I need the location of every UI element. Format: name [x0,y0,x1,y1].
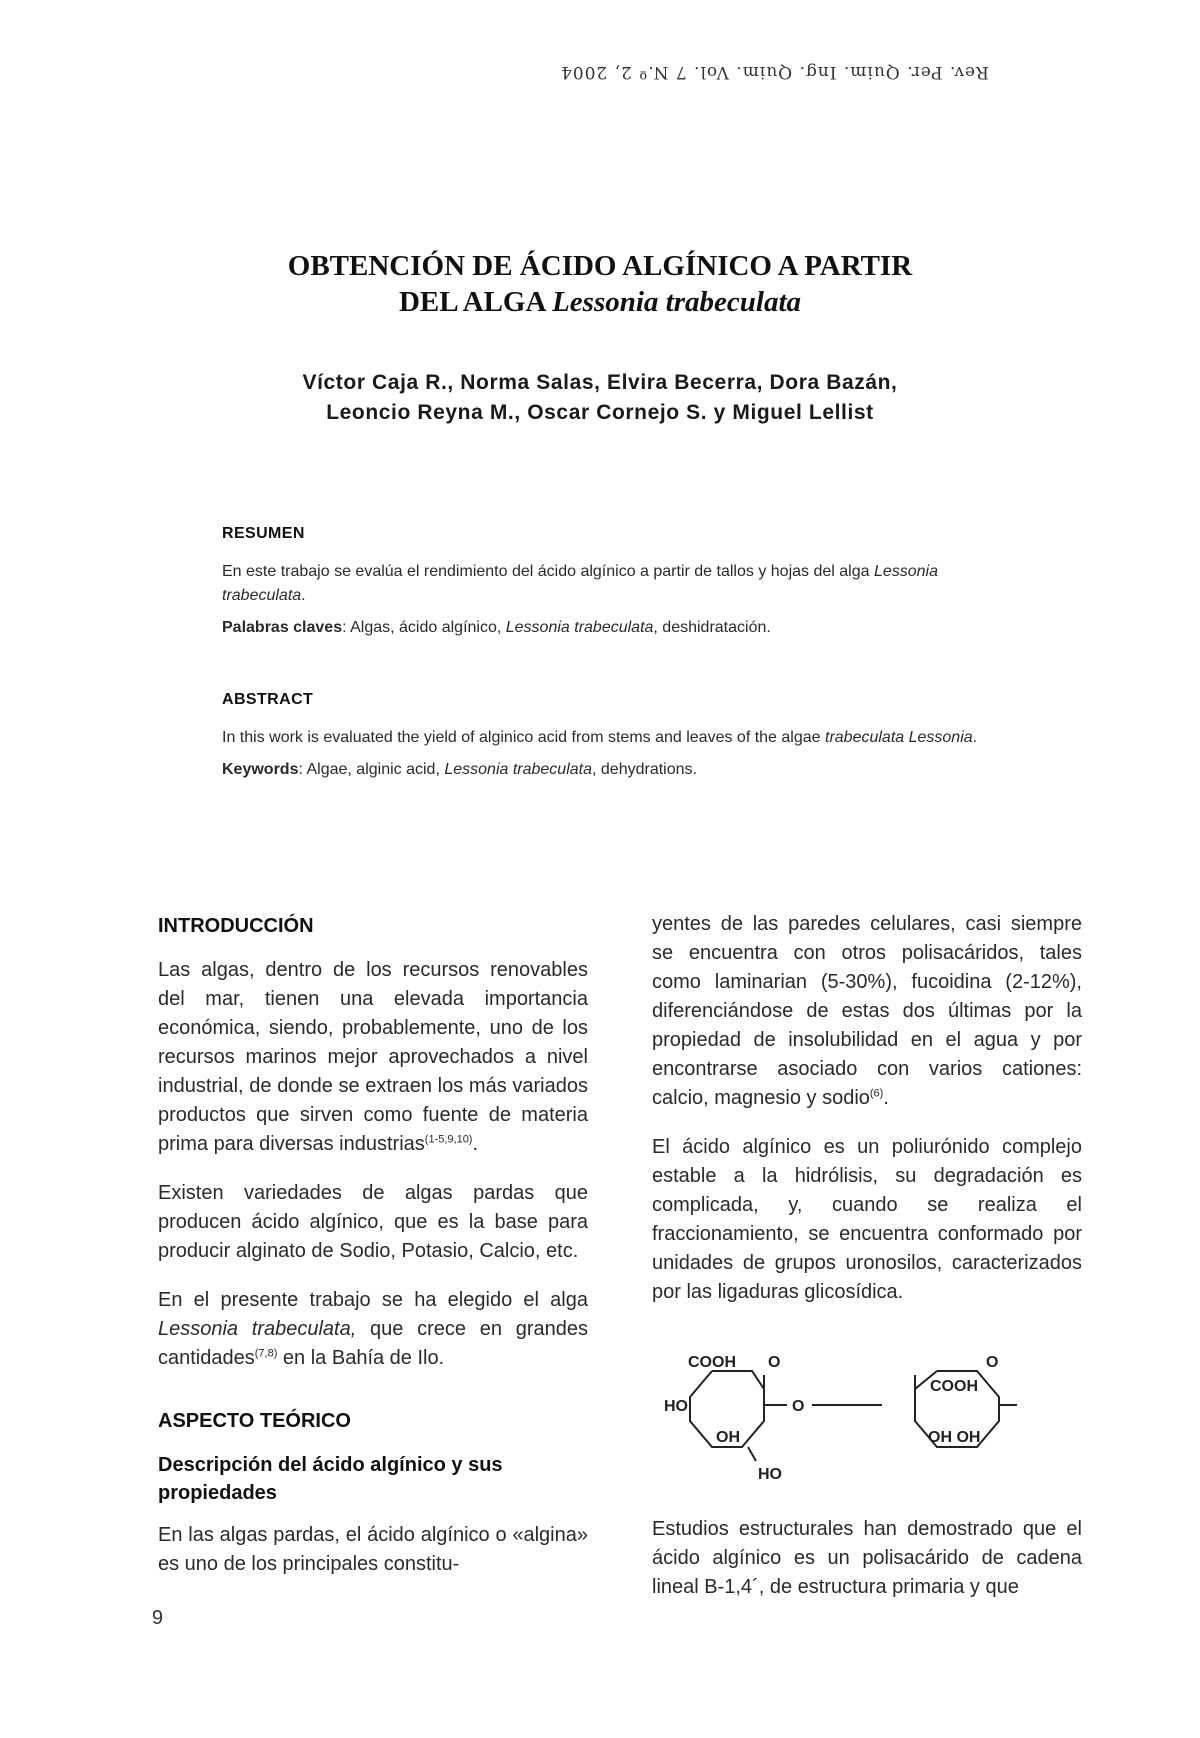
resumen-keywords-end: , deshidratación. [653,619,771,636]
cooh-right-label: COOH [930,1378,978,1395]
resumen-keywords-list: : Algas, ácido algínico, [342,619,506,636]
intro-p3-species: Lessonia trabeculata, [158,1318,357,1340]
abstract-keywords [222,758,1012,782]
abstract-text-main: In this work is evaluated the yield of alginico acid from stems and leaves of the algae [222,729,825,746]
abstract-section [222,688,1012,782]
citation-ref: (6) [869,1087,884,1100]
intro-heading: INTRODUCCIÓN [158,915,314,937]
intro-p3-post: en la Bahía de Ilo. [277,1347,445,1369]
abstract-keywords-species: Lessonia trabeculata [444,761,592,778]
oh-right-label: OH OH [928,1429,981,1446]
abstract-heading: ABSTRACT [222,691,314,708]
ring-oxygen-right-label: O [986,1354,999,1371]
resumen-text [222,560,1012,608]
abstract-keywords-label: Keywords [222,761,299,778]
intro-paragraph-3 [158,1286,588,1373]
right-paragraph-3: Estudios estructurales han demostrado que el ácido algínico es un polisacárido de cadena lineal B-1,4´, de estructura primaria y que [652,1518,1082,1598]
intro-p3-mid: que crece en grandes cantidades [158,1318,588,1369]
title-species: Lessonia trabeculata [552,286,802,318]
right-paragraph-2: El ácido algínico es un poliurónido complejo estable a la hidrólisis, su degradación es complicada, y, cuando se realiza el fraccionamiento, se encuentra conformado por unidades de grupos uronosilos, caracterizados por las ligaduras glicosídica. [652,1136,1082,1303]
bridge-oxygen-label: O [792,1398,805,1415]
ring-oxygen-left-label: O [768,1354,781,1371]
intro-p1-text: Las algas, dentro de los recursos renovables del mar, tienen una elevada importancia económica, siendo, probablemente, uno de los recursos marinos mejor aprovechados a nivel industrial, de donde se extraen los más variados productos que sirven como fuente de materia prima para diversas industrias [158,959,588,1155]
article-title [150,248,1050,320]
oh-left-label: OH [716,1429,740,1446]
ho-left-label: HO [664,1398,688,1415]
abstract-keywords-list: : Algae, alginic acid, [298,761,445,778]
abstract-text-end: . [972,729,978,746]
abstract-text-species: trabeculata Lessonia [825,729,973,746]
left-column [158,912,588,1599]
authors-line-1: Víctor Caja R., Norma Salas, Elvira Becerra, Dora Bazán, [302,371,898,394]
intro-p1-end: . [472,1133,479,1155]
running-head: Rev. Per. Quim. Ing. Quim. Vol. 7 N.º 2, 2004 [560,62,989,82]
resumen-text-species: Lessonia trabeculata [222,563,938,604]
resumen-text-end: . [301,587,306,604]
resumen-keywords [222,616,1012,640]
authors-line-2: Leoncio Reyna M., Oscar Cornejo S. y Miguel Lellist [326,401,874,424]
citation-ref: (1-5,9,10) [424,1133,473,1146]
page-number: 6 [152,1605,164,1627]
theory-heading: ASPECTO TEÓRICO [158,1410,351,1432]
abstract-text [222,726,1012,750]
intro-paragraph-1 [158,956,588,1159]
resumen-section [222,522,1012,640]
citation-ref: (7,8) [254,1347,278,1360]
resumen-text-main: En este trabajo se evalúa el rendimiento del ácido algínico a partir de tallos y hojas del alga [222,563,874,580]
alginic-acid-structure [652,1335,1082,1495]
resumen-keywords-label: Palabras claves [222,619,343,636]
right-paragraph-1 [652,910,1082,1113]
author-list [150,368,1050,428]
right-column [652,910,1082,1622]
ho-bond [748,1447,756,1461]
right-p1-text: yentes de las paredes celulares, casi siempre se encuentra con otros polisacáridos, tales como laminarian (5-30%), fucoidina (2-12%), diferenciándose de estas dos últimas por la propiedad de insolubilidad en el agua y por encontrarse asociado con varios cationes: calcio, magnesio y sodio [652,913,1082,1109]
resumen-heading: RESUMEN [222,525,305,542]
abstract-keywords-end: , dehydrations. [592,761,697,778]
intro-paragraph-2: Existen variedades de algas pardas que producen ácido algínico, que es la base para producir alginato de Sodio, Potasio, Calcio, etc. [158,1182,588,1262]
right-p1-end: . [883,1087,889,1109]
subsection-heading: Descripción del ácido algínico y sus propiedades [158,1454,503,1504]
title-prefix: DEL ALGA [398,286,545,318]
structure-diagram [652,1335,1082,1495]
ho-bottom-label: HO [758,1466,782,1483]
intro-p3-pre: En el presente trabajo se ha elegido el alga [158,1289,588,1311]
title-line-1: OBTENCIÓN DE ÁCIDO ALGÍNICO A PARTIR [287,250,913,282]
cooh-left-label: COOH [688,1354,736,1371]
resumen-keywords-species: Lessonia trabeculata [505,619,654,636]
title-line-2 [150,284,1050,320]
theory-paragraph-1: En las algas pardas, el ácido algínico o «algina» es uno de los principales constitu- [158,1524,588,1575]
